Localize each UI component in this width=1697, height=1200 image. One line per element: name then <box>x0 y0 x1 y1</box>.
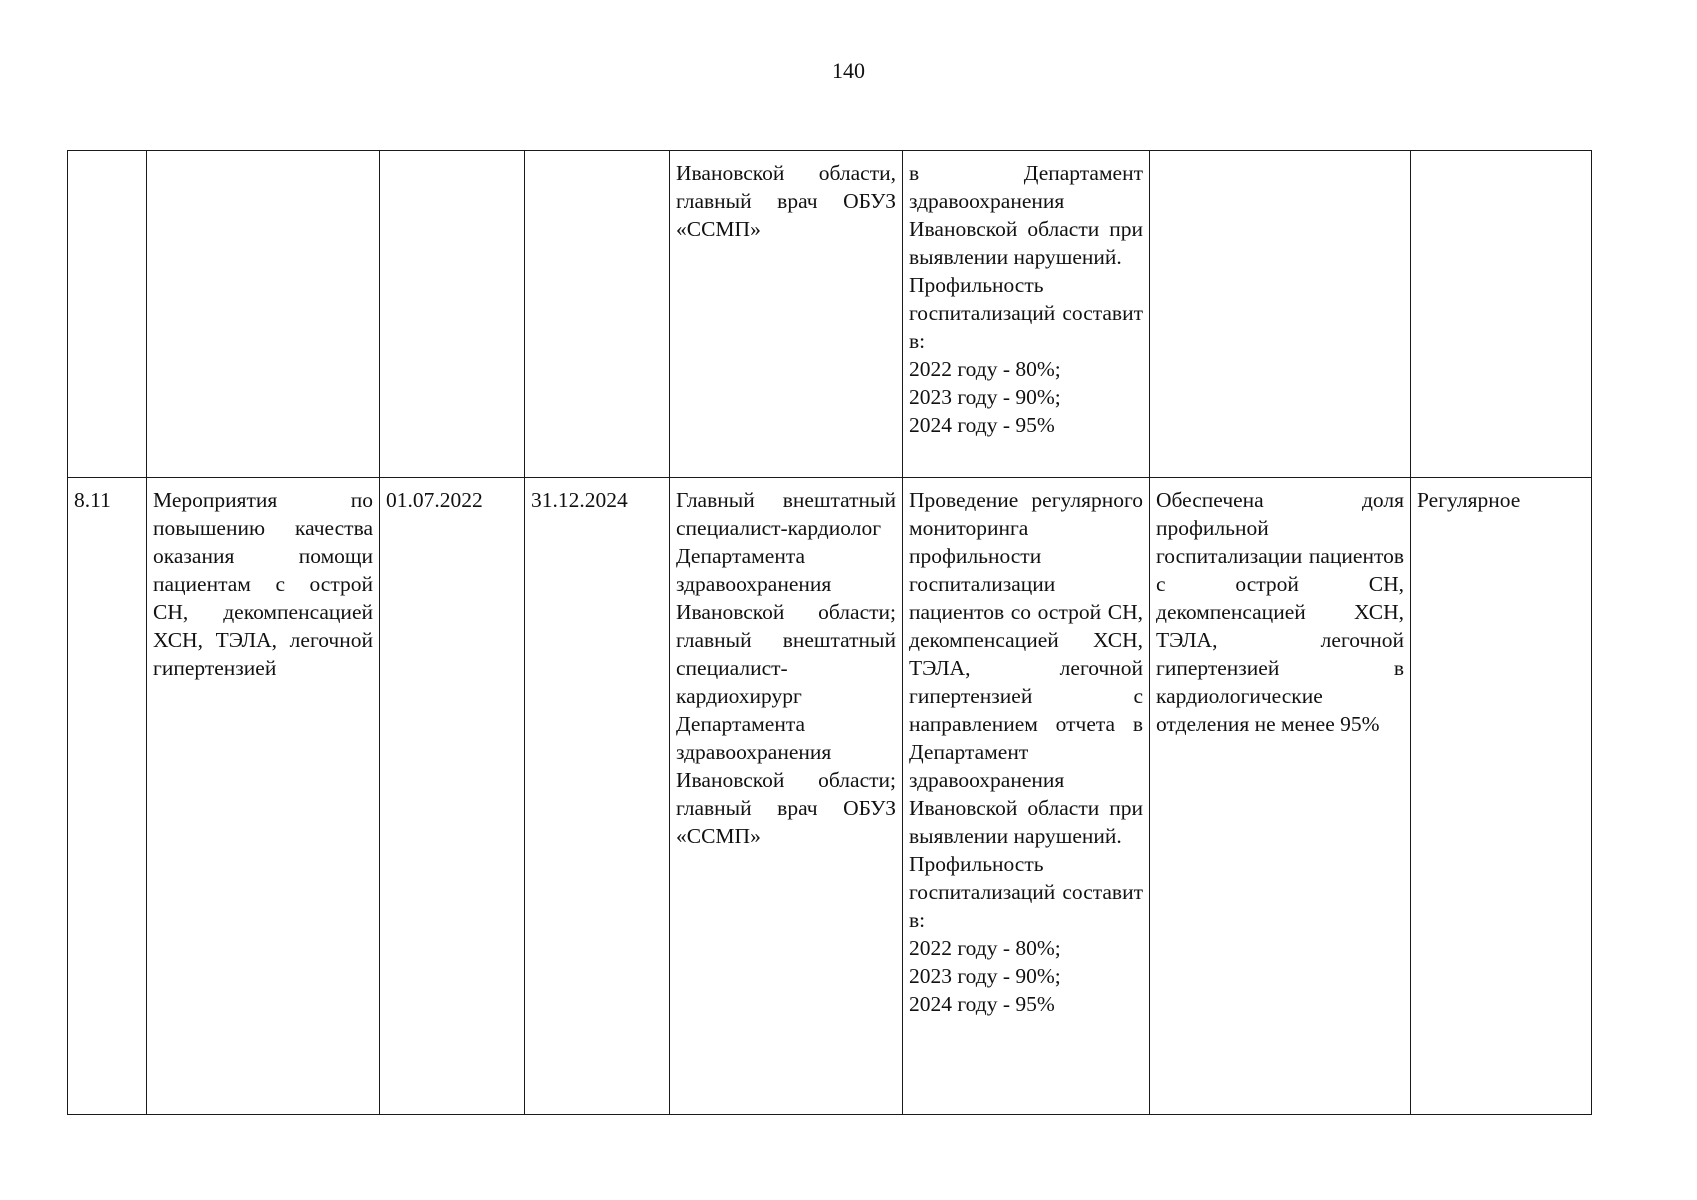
cell-number <box>68 151 147 478</box>
cell-description: Проведение регулярного мониторинга профильности госпитализации пациентов со острой СН, декомпенсацией ХСН, ТЭЛА, легочной гипертензией с направлением отчета в Департамент здравоохранения Ивановской области при выявлении нарушений. Профильность госпитализаций составит в: 2022 году - 80%; 2023 году - 90%; 2024 году - 95% <box>903 478 1150 1115</box>
cell-responsible: Главный внештатный специалист-кардиолог Департамента здравоохранения Ивановской области; главный внештатный специалист-кардиохирург Департамента здравоохранения Ивановской области; главный врач ОБУЗ «ССМП» <box>670 478 903 1115</box>
page-number: 140 <box>832 58 865 83</box>
table-row <box>68 478 1592 1115</box>
cell-frequency: Регулярное <box>1411 478 1592 1115</box>
cell-frequency <box>1411 151 1592 478</box>
cell-result <box>1150 151 1411 478</box>
cell-number: 8.11 <box>68 478 147 1115</box>
table-row <box>68 151 1592 478</box>
cell-measure: Мероприятия по повышению качества оказания помощи пациентам с острой СН, декомпенсацией ХСН, ТЭЛА, легочной гипертензией <box>147 478 380 1115</box>
measures-table <box>67 150 1592 1115</box>
cell-result: Обеспечена доля профильной госпитализации пациентов с острой СН, декомпенсацией ХСН, ТЭЛА, легочной гипертензией в кардиологические отделения не менее 95% <box>1150 478 1411 1115</box>
cell-start-date: 01.07.2022 <box>380 478 525 1115</box>
cell-description: в Департамент здравоохранения Ивановской области при выявлении нарушений. Профильность госпитализаций составит в: 2022 году - 80%; 2023 году - 90%; 2024 году - 95% <box>903 151 1150 478</box>
cell-start-date <box>380 151 525 478</box>
cell-responsible: Ивановской области, главный врач ОБУЗ «ССМП» <box>670 151 903 478</box>
cell-end-date: 31.12.2024 <box>525 478 670 1115</box>
cell-end-date <box>525 151 670 478</box>
cell-measure <box>147 151 380 478</box>
